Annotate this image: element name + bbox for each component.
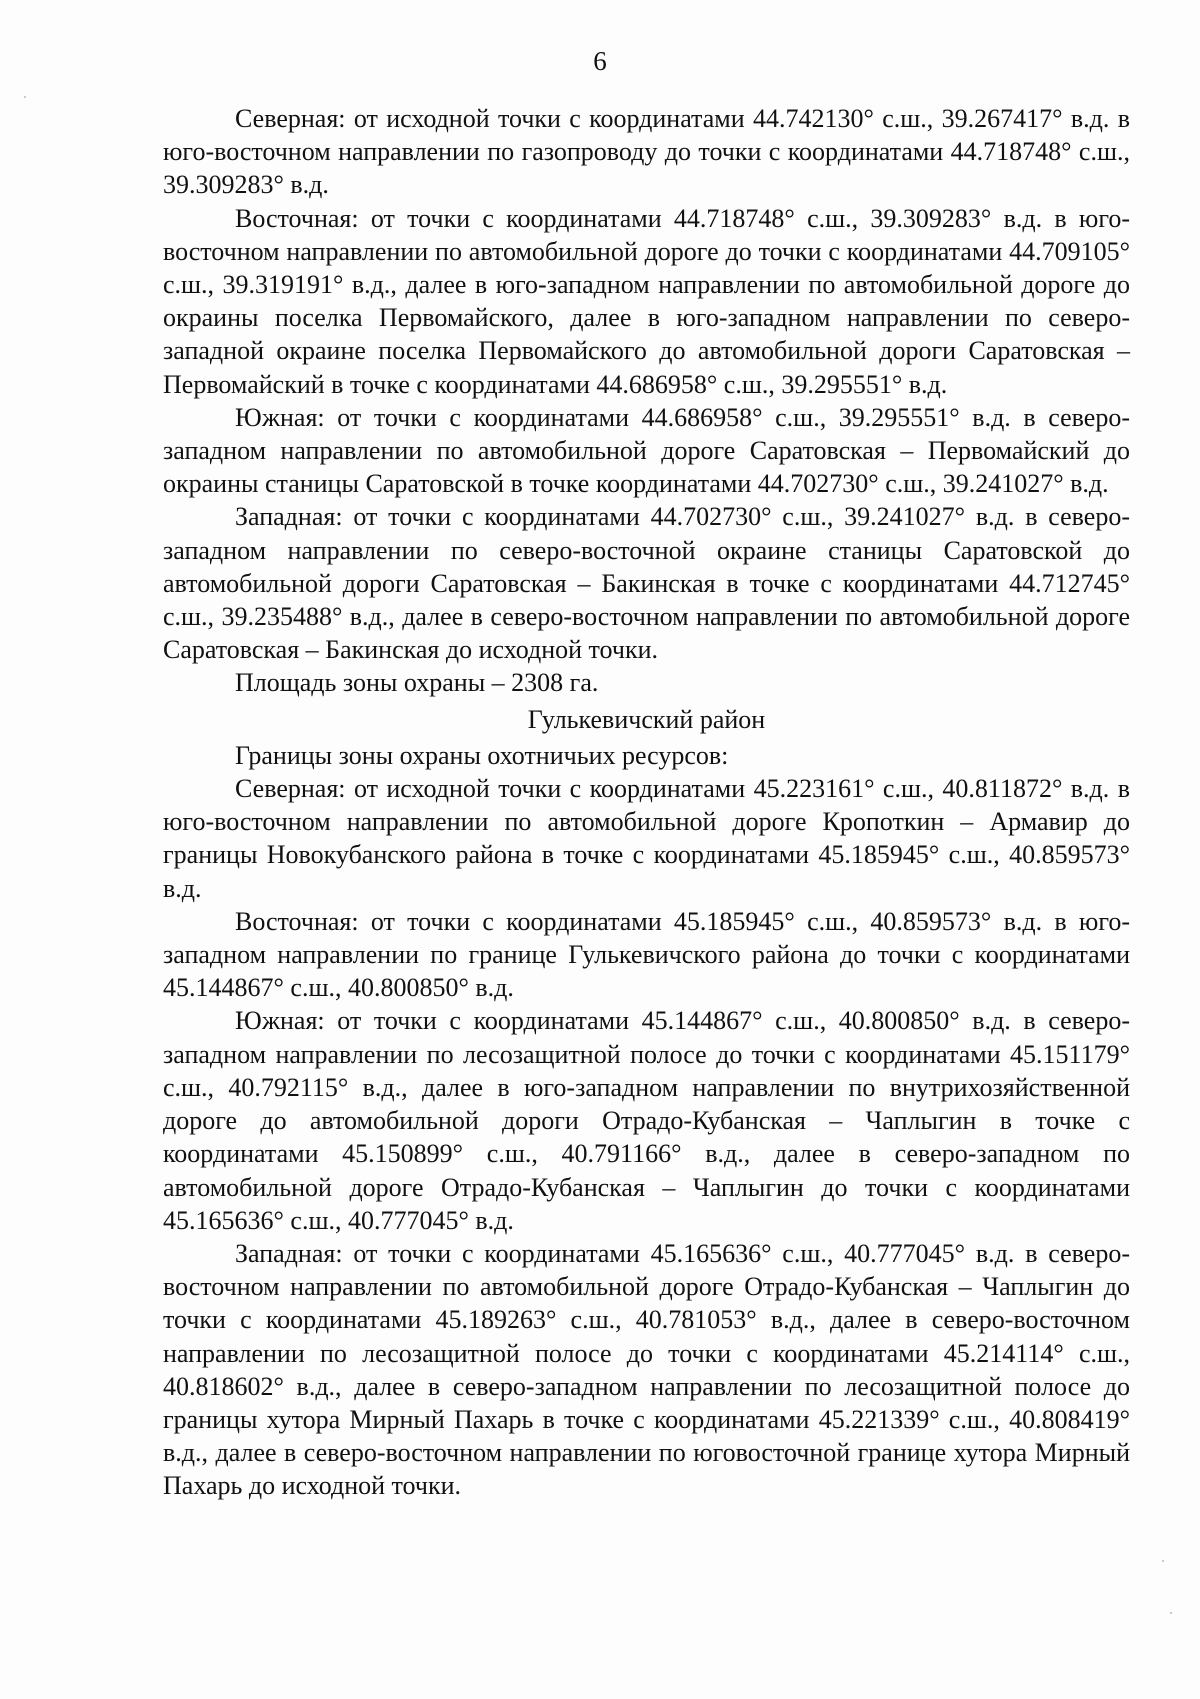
section-heading-district: Гулькевичский район [527, 704, 766, 734]
paragraph-north-boundary-1: Северная: от исходной точки с координатами 44.742130° с.ш., 39.267417° в.д. в юго-восточном направлении по газопроводу до точки с координатами 44.718748° с.ш., 39.309283° в.д. [163, 104, 1130, 200]
paragraph-south-boundary-2: Южная: от точки с координатами 45.144867° с.ш., 40.800850° в.д. в северо-западном направлении по лесозащитной полосе до точки с координатами 45.151179° с.ш., 40.792115° в.д., далее в юго-западном направлении по внутрихозяйственной дороге до автомобильной дороги Отрадо-Кубанская – Чаплыгин в точке с координатами 45.150899° с.ш., 40.791166° в.д., далее в северо-западном по автомобильной дороге Отрадо-Кубанская – Чаплыгин до точки с координатами 45.165636° с.ш., 40.777045° в.д. [163, 1006, 1130, 1235]
page-number: 6 [593, 46, 607, 76]
paragraph-east-boundary-1: Восточная: от точки с координатами 44.718748° с.ш., 39.309283° в.д. в юго-восточном направлении по автомобильной дороге до точки с координатами 44.709105° с.ш., 39.319191° в.д., далее в юго-западном направлении по автомобильной дороге до окраины поселка Первомайского, далее в юго-западном направлении по северо-западной окраине поселка Первомайского до автомобильной дороги Саратовская – Первомайский в точке с координатами 44.686958° с.ш., 39.295551° в.д. [163, 203, 1130, 399]
paragraph-north-boundary-2: Северная: от исходной точки с координатами 45.223161° с.ш., 40.811872° в.д. в юго-восточном направлении по автомобильной дороге Кропоткин – Армавир до границы Новокубанского района в точке с координатами 45.185945° с.ш., 40.859573° в.д. [163, 774, 1130, 903]
scan-speck [24, 96, 26, 98]
paragraph-south-boundary-1: Южная: от точки с координатами 44.686958° с.ш., 39.295551° в.д. в северо-западном направлении по автомобильной дороге Саратовская – Первомайский до окраины станицы Саратовской в точке координатами 44.702730° с.ш., 39.241027° в.д. [163, 402, 1130, 499]
paragraph-boundaries-intro: Границы зоны охраны охотничьих ресурсов: [235, 740, 729, 770]
paragraph-east-boundary-2: Восточная: от точки с координатами 45.185945° с.ш., 40.859573° в.д. в юго-западном направлении по границе Гулькевичского района до точки с координатами 45.144867° с.ш., 40.800850° в.д. [163, 906, 1130, 1003]
paragraph-west-boundary-1: Западная: от точки с координатами 44.702730° с.ш., 39.241027° в.д. в северо-западном направлении по северо-восточной окраине станицы Саратовской до автомобильной дороги Саратовская – Бакинская в точке с координатами 44.712745° с.ш., 39.235488° в.д., далее в северо-восточном направлении по автомобильной дороге Саратовская – Бакинская до исходной точки. [163, 502, 1130, 665]
scan-speck [1162, 1560, 1164, 1562]
document-body [163, 102, 1130, 1503]
paragraph-west-boundary-2: Западная: от точки с координатами 45.165636° с.ш., 40.777045° в.д. в северо-восточном направлении по автомобильной дороге Отрадо-Кубанская – Чаплыгин до точки с координатами 45.189263° с.ш., 40.781053° в.д., далее в северо-восточном направлении по лесозащитной полосе до точки с координатами 45.214114° с.ш., 40.818602° в.д., далее в северо-западном направлении по лесозащитной полосе до границы хутора Мирный Пахарь в точке с координатами 45.221339° с.ш., 40.808419° в.д., далее в северо-восточном направлении по юговосточной границе хутора Мирный Пахарь до исходной точки. [163, 1238, 1130, 1501]
paragraph-area: Площадь зоны охраны – 2308 га. [235, 668, 599, 698]
scan-speck [1170, 1612, 1172, 1614]
